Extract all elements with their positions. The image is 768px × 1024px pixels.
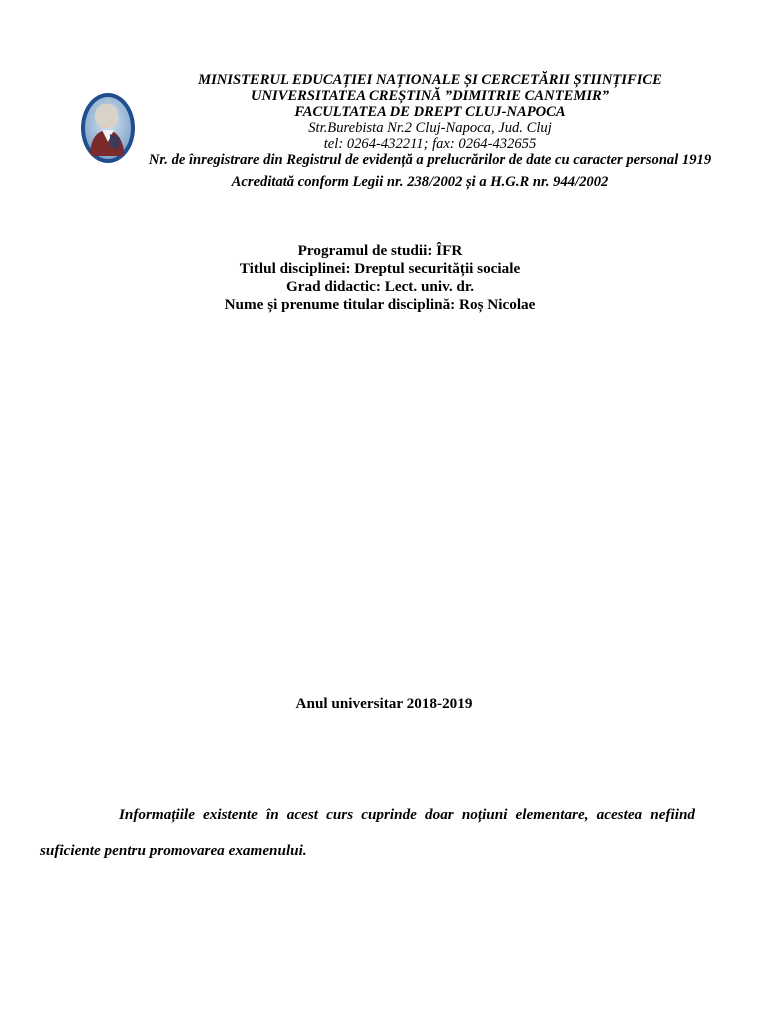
contact-info: tel: 0264-432211; fax: 0264-432655	[323, 136, 537, 152]
instructor-name: Nume și prenume titular disciplină: Roș Nicolae	[224, 296, 536, 313]
course-notice	[40, 797, 695, 869]
registry-number: Nr. de înregistrare din Registrul de evidență a prelucrărilor de date cu caracter personal 1919	[148, 152, 712, 168]
discipline-title: Titlul disciplinei: Dreptul securității sociale	[239, 260, 521, 277]
portrait-medallion-icon	[80, 92, 136, 164]
program-details	[160, 242, 600, 314]
notice-line-1: Informațiile existente în acest curs cuprinde doar noțiuni elementare, acestea nefiind	[119, 806, 695, 823]
notice-line-2: suficiente pentru promovarea examenului.	[40, 842, 307, 859]
accreditation-line: Acreditată conform Legii nr. 238/2002 și a H.G.R nr. 944/2002	[231, 174, 609, 190]
address: Str.Burebista Nr.2 Cluj-Napoca, Jud. Cluj	[308, 120, 552, 136]
academic-grade: Grad didactic: Lect. univ. dr.	[285, 278, 475, 295]
ministry-name: MINISTERUL EDUCAȚIEI NAȚIONALE ȘI CERCETĂRII ȘTIINȚIFICE	[198, 72, 662, 88]
faculty-name: FACULTATEA DE DREPT CLUJ-NAPOCA	[294, 104, 566, 120]
program-of-study: Programul de studii: ÎFR	[297, 242, 463, 259]
university-name: UNIVERSITATEA CREȘTINĂ ”DIMITRIE CANTEMIR”	[250, 88, 610, 104]
institution-header	[140, 72, 720, 168]
academic-year: Anul universitar 2018-2019	[295, 695, 473, 712]
